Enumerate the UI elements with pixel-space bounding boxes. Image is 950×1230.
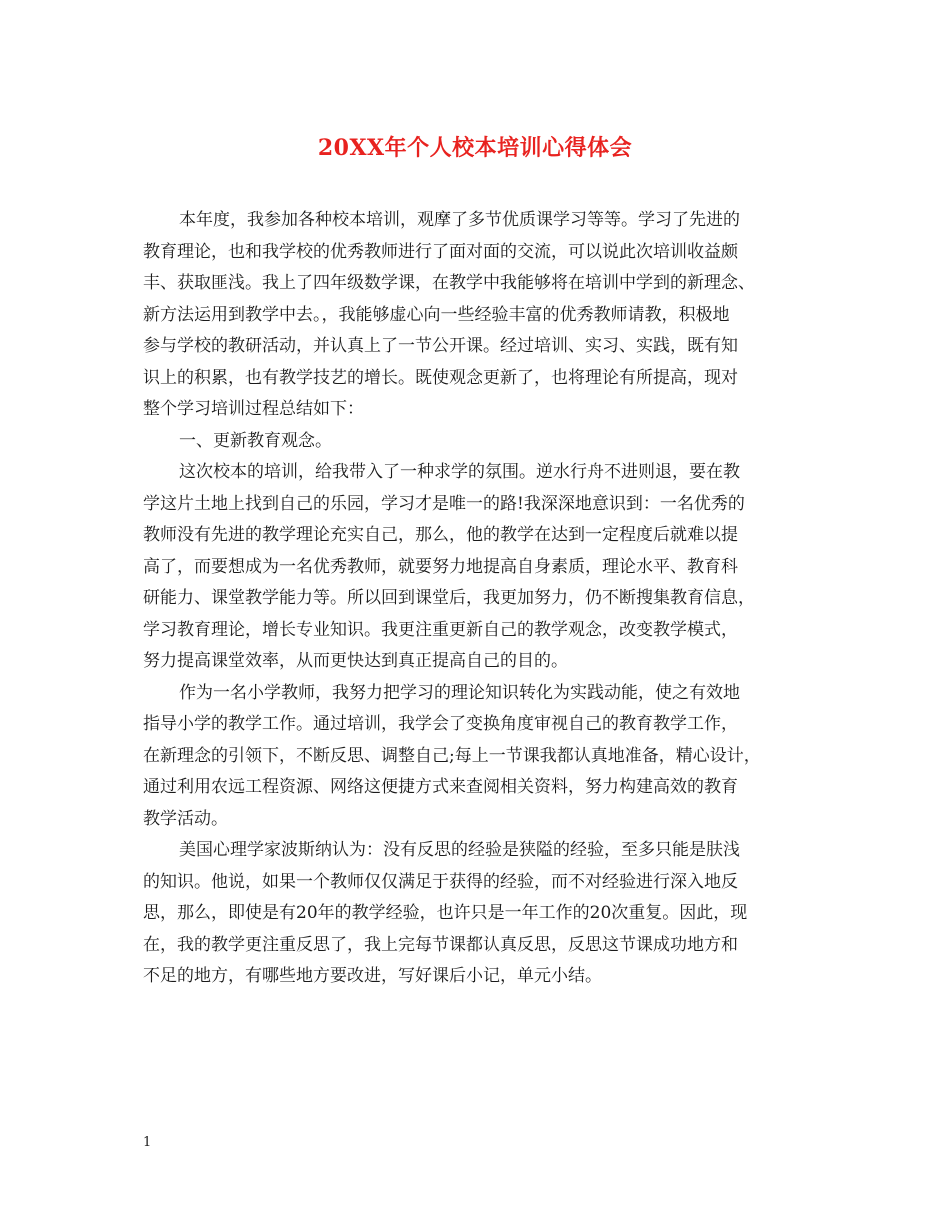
text-line: 指导小学的教学工作。通过培训，我学会了变换角度审视自己的教育教学工作，: [143, 714, 738, 734]
text-line: 本年度，我参加各种校本培训，观摩了多节优质课学习等等。学习了先进的: [179, 210, 740, 230]
text-line: 整个学习培训过程总结如下：: [143, 399, 364, 419]
text-line: 作为一名小学教师，我努力把学习的理论知识转化为实践动能，使之有效地: [179, 682, 740, 703]
text-line: 教育理论，也和我学校的优秀教师进行了面对面的交流，可以说此次培训收益颇: [143, 241, 738, 262]
text-line: 参与学校的教研活动，并认真上了一节公开课。经过培训、实习、实践，既有知: [143, 336, 738, 356]
text-line: 美国心理学家波斯纳认为：没有反思的经验是狭隘的经验，至多只能是肤浅: [179, 840, 740, 860]
text-line: 丰、获取匪浅。我上了四年级数学课，在教学中我能够将在培训中学到的新理念、: [143, 273, 755, 293]
text-line: 学这片土地上找到自己的乐园，学习才是唯一的路!我深深地意识到：一名优秀的: [143, 493, 745, 514]
page-number: 1: [143, 1135, 152, 1150]
text-line: 教学活动。: [143, 808, 228, 829]
text-line: 学习教育理论，增长专业知识。我更注重更新自己的教学观念，改变教学模式，: [143, 619, 738, 640]
text-line: 这次校本的培训，给我带入了一种求学的氛围。逆水行舟不进则退，要在教: [179, 462, 740, 482]
document-title: 20XX年个人校本培训心得体会: [317, 135, 633, 161]
text-line: 思，那么，即使是有20年的教学经验，也许只是一年工作的20次重复。因此，现: [143, 903, 748, 923]
text-line: 教师没有先进的教学理论充实自己，那么，他的教学在达到一定程度后就难以提: [143, 525, 738, 545]
document-body: [143, 205, 808, 993]
text-line: 高了，而要想成为一名优秀教师，就要努力地提高自身素质，理论水平、教育科: [143, 556, 738, 577]
text-line: 新方法运用到教学中去。，我能够虚心向一些经验丰富的优秀教师请教，积极地: [143, 304, 730, 325]
text-line: 研能力、课堂教学能力等。所以回到课堂后，我更加努力，仍不断搜集教育信息，: [143, 588, 755, 608]
text-line: 的知识。他说，如果一个教师仅仅满足于获得的经验，而不对经验进行深入地反: [143, 871, 738, 892]
text-line: 通过利用农远工程资源、网络这便捷方式来查阅相关资料，努力构建高效的教育: [143, 777, 738, 797]
text-line: 努力提高课堂效率，从而更快达到真正提高自己的目的。: [143, 651, 568, 671]
text-line: 在新理念的引领下，不断反思、调整自己;每上一节课我都认真地准备，精心设计，: [143, 745, 761, 766]
text-line: 一、更新教育观念。: [179, 430, 332, 451]
text-line: 在，我的教学更注重反思了，我上完每节课都认真反思，反思这节课成功地方和: [143, 934, 738, 955]
text-line: 不足的地方，有哪些地方要改进，写好课后小记，单元小结。: [143, 966, 602, 986]
text-line: 识上的积累，也有教学技艺的增长。既使观念更新了，也将理论有所提高，现对: [143, 367, 738, 388]
